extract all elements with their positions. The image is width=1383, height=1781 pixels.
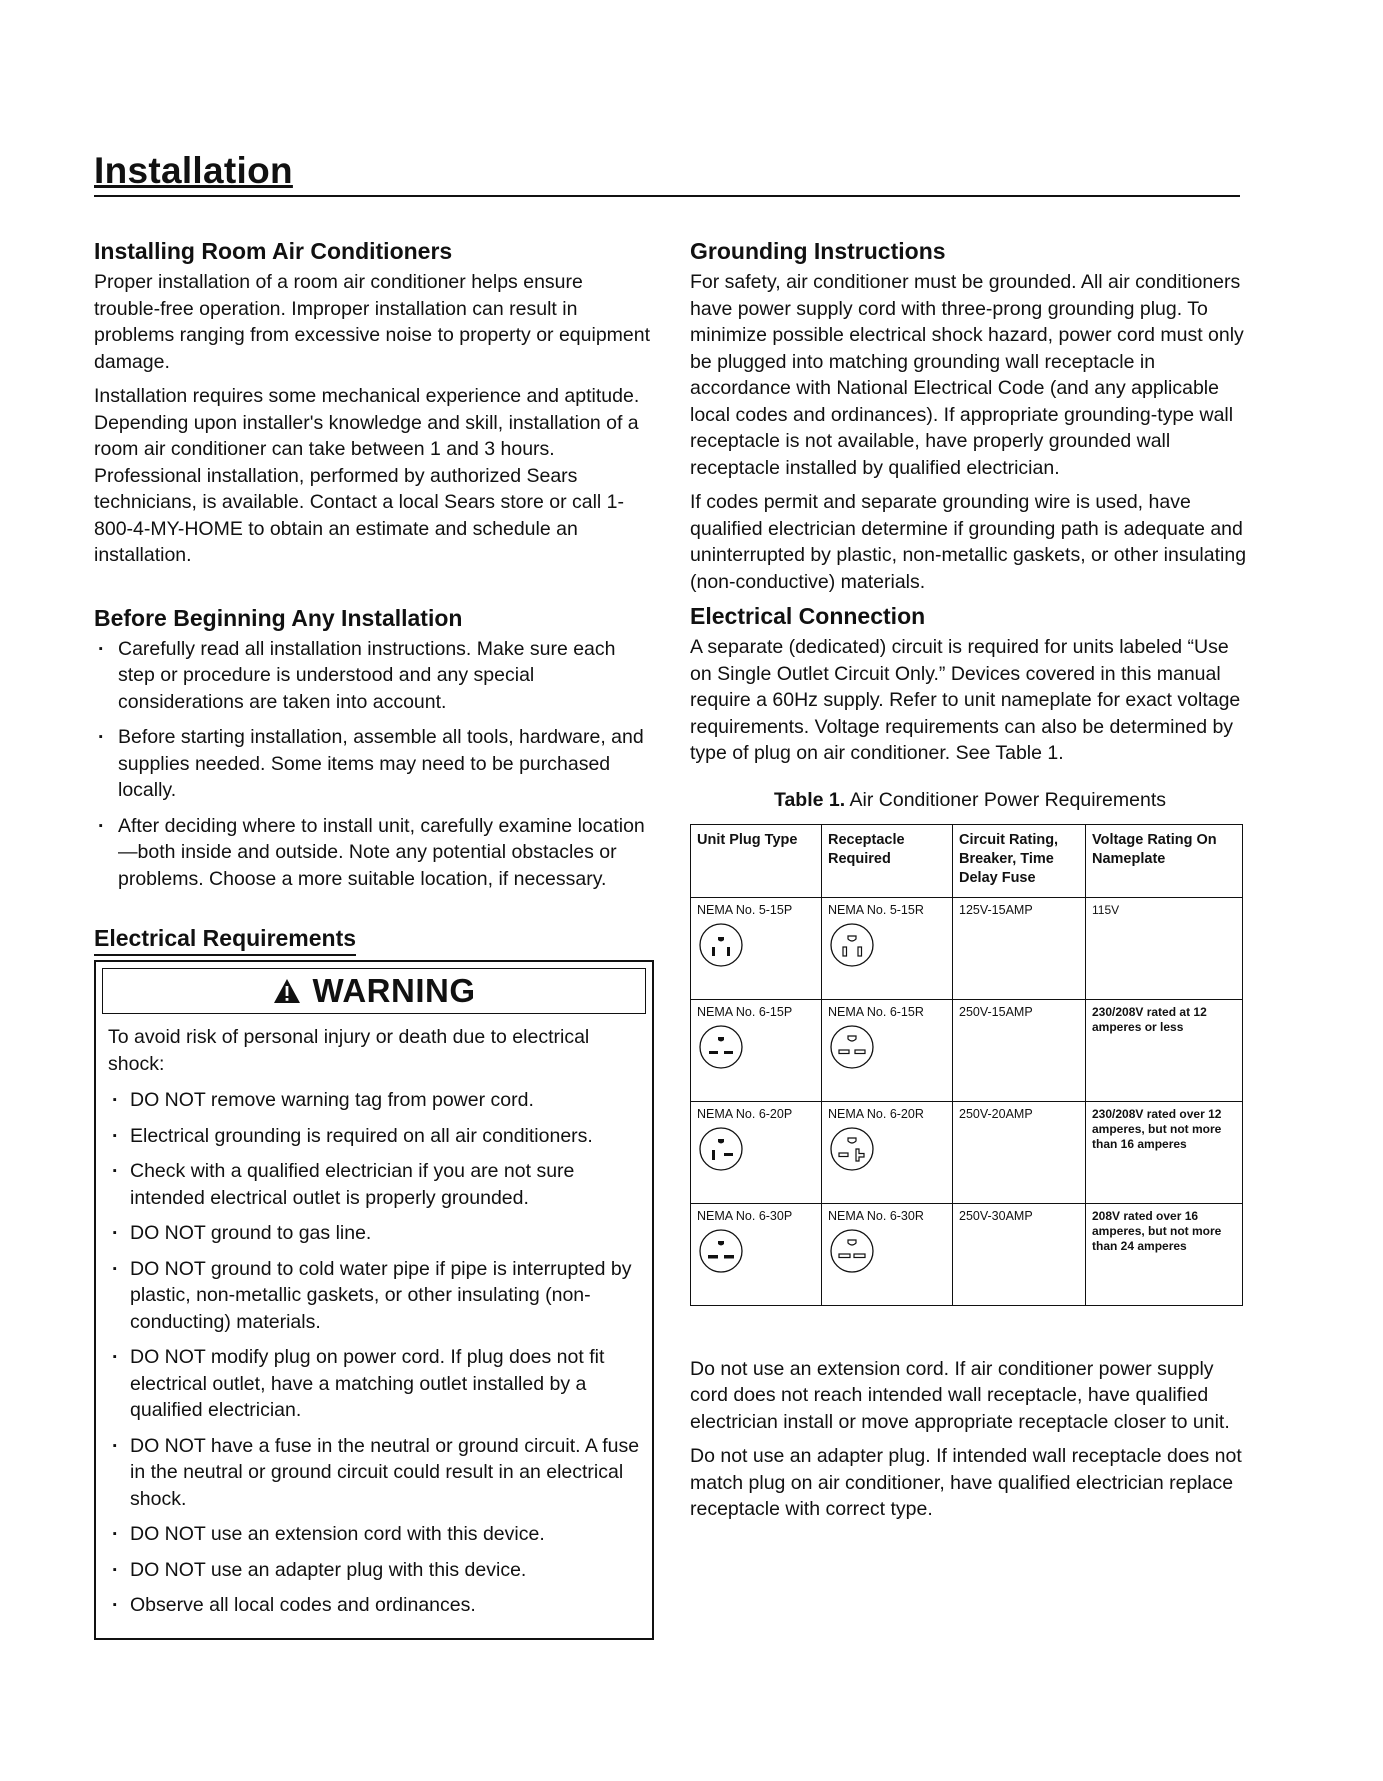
installing-heading: Installing Room Air Conditioners	[94, 238, 453, 264]
table-cell	[691, 1203, 822, 1305]
warning-triangle-icon	[273, 978, 301, 1004]
table-cell	[1086, 897, 1243, 999]
plug-type-label: NEMA No. 6-30P	[697, 1208, 793, 1223]
table-row	[691, 897, 1243, 999]
table-header-row	[691, 824, 1243, 897]
grounding-heading: Grounding Instructions	[690, 238, 946, 264]
table-cell	[822, 999, 953, 1101]
table-cell	[1086, 1203, 1243, 1305]
installing-paragraph-1: Proper installation of a room air conditioner helps ensure trouble-free operation. Improper installation can result in problems ranging from excessive noise to property or equipment damage.	[94, 271, 651, 373]
receptacle-5-15r-icon	[828, 921, 876, 969]
table-cell	[822, 897, 953, 999]
receptacle-6-20r-icon	[828, 1125, 876, 1173]
plug-6-20p-icon	[697, 1125, 745, 1173]
table-cell: 250V-20AMP	[953, 1101, 1086, 1203]
connection-paragraph: A separate (dedicated) circuit is required for units labeled “Use on Single Outlet Circuit Only.” Devices covered in this manual require a 60Hz supply. Refer to unit nameplate for exact voltage requirements. Voltage requirements can also be determined by type of plug on air conditioner. See Table 1.	[690, 636, 1241, 764]
plug-type-label: NEMA No. 6-20P	[697, 1106, 793, 1121]
list-item: · DO NOT remove warning tag from power cord.	[108, 1087, 640, 1114]
before-list	[94, 636, 654, 893]
table-header: Unit Plug Type	[691, 824, 822, 897]
warning-list	[108, 1087, 640, 1619]
voltage-rating: 230/208V rated at 12 amperes or less	[1092, 1004, 1207, 1034]
voltage-rating: 208V rated over 16 amperes, but not more than 24 amperes	[1092, 1208, 1222, 1253]
list-item: · After deciding where to install unit, carefully examine location—both inside and outside. Note any potential obstacles or problems. Choose a more suitable location, if necessary.	[94, 813, 654, 893]
grounding-paragraph-2: If codes permit and separate grounding wire is used, have qualified electrician determine if grounding path is adequate and uninterrupted by plastic, non-metallic gaskets, or other insulating (non-conductive) materials.	[690, 491, 1247, 593]
warning-title: WARNING	[312, 972, 476, 1009]
table-header: Voltage Rating On Nameplate	[1086, 824, 1243, 897]
table-cell	[691, 1101, 822, 1203]
title-rule	[94, 195, 1240, 197]
plug-type-label: NEMA No. 6-15P	[697, 1004, 793, 1019]
voltage-rating: 230/208V rated over 12 amperes, but not more than 16 amperes	[1092, 1106, 1222, 1151]
electrical-requirements-heading: Electrical Requirements	[94, 925, 356, 956]
table-cell: 125V-15AMP	[953, 897, 1086, 999]
list-item: · DO NOT ground to gas line.	[108, 1220, 640, 1247]
table-cell: 250V-30AMP	[953, 1203, 1086, 1305]
list-item: · Observe all local codes and ordinances.	[108, 1592, 640, 1619]
installing-paragraph-2: Installation requires some mechanical experience and aptitude. Depending upon installer's knowledge and skill, installation of a room air conditioner can take between 1 and 3 hours. Professional installation, performed by authorized Sears technicians, is available. Contact a local Sears store or call 1-800-4-MY-HOME to obtain an estimate and schedule an installation.	[94, 385, 640, 566]
adapter-plug-paragraph: Do not use an adapter plug. If intended wall receptacle does not match plug on air conditioner, have qualified electrician replace receptacle with correct type.	[690, 1445, 1242, 1520]
table-cell	[691, 999, 822, 1101]
connection-heading: Electrical Connection	[690, 603, 926, 629]
plug-5-15p-icon	[697, 921, 745, 969]
extension-cord-paragraph: Do not use an extension cord. If air conditioner power supply cord does not reach intended wall receptacle, have qualified electrician install or move appropriate receptacle closer to unit.	[690, 1357, 1230, 1433]
table-cell	[822, 1203, 953, 1305]
list-item: · DO NOT ground to cold water pipe if pipe is interrupted by plastic, non-metallic gaskets, or other insulating (non-conducting) materials.	[108, 1256, 640, 1336]
receptacle-type-label: NEMA No. 5-15R	[828, 902, 924, 917]
right-column	[690, 238, 1250, 1531]
list-item: · Carefully read all installation instructions. Make sure each step or procedure is understood and any special considerations are taken into account.	[94, 636, 654, 716]
table-caption-label: Table 1.	[774, 788, 846, 811]
table-cell	[691, 897, 822, 999]
list-item: · Electrical grounding is required on all air conditioners.	[108, 1123, 640, 1150]
table-row	[691, 999, 1243, 1101]
warning-intro: To avoid risk of personal injury or death due to electrical shock:	[108, 1026, 590, 1075]
plug-6-15p-icon	[697, 1023, 745, 1071]
plug-type-label: NEMA No. 5-15P	[697, 902, 793, 917]
list-item: · Check with a qualified electrician if you are not sure intended electrical outlet is properly grounded.	[108, 1158, 640, 1211]
table-caption	[690, 789, 1250, 812]
receptacle-type-label: NEMA No. 6-20R	[828, 1106, 924, 1121]
table-cell	[1086, 999, 1243, 1101]
warning-box	[94, 960, 654, 1640]
page-title: Installation	[94, 150, 293, 191]
table-cell	[822, 1101, 953, 1203]
table-cell	[1086, 1101, 1243, 1203]
list-item: · DO NOT modify plug on power cord. If plug does not fit electrical outlet, have a matching outlet installed by a qualified electrician.	[108, 1344, 640, 1424]
list-item: · DO NOT use an extension cord with this device.	[108, 1521, 640, 1548]
list-item: · DO NOT have a fuse in the neutral or ground circuit. A fuse in the neutral or ground circuit could result in an electrical shock.	[108, 1433, 640, 1513]
receptacle-type-label: NEMA No. 6-30R	[828, 1208, 924, 1223]
before-heading: Before Beginning Any Installation	[94, 604, 463, 631]
receptacle-6-15r-icon	[828, 1023, 876, 1071]
list-item: · Before starting installation, assemble all tools, hardware, and supplies needed. Some items may need to be purchased locally.	[94, 724, 654, 804]
table-cell: 250V-15AMP	[953, 999, 1086, 1101]
after-table-text	[690, 1356, 1250, 1523]
table-header: Circuit Rating, Breaker, Time Delay Fuse	[953, 824, 1086, 897]
table-caption-text: Air Conditioner Power Requirements	[849, 788, 1166, 811]
voltage-rating: 115V	[1092, 902, 1120, 917]
warning-header	[102, 968, 646, 1014]
receptacle-6-30r-icon	[828, 1227, 876, 1275]
table-row	[691, 1203, 1243, 1305]
grounding-paragraph-1: For safety, air conditioner must be grounded. All air conditioners have power supply cord with three-prong grounding plug. To minimize possible electrical shock hazard, power cord must only be plugged into matching grounding wall receptacle in accordance with National Electrical Code (and any applicable local codes and ordinances). If appropriate grounding-type wall receptacle is not available, have properly grounded wall receptacle installed by qualified electrician.	[690, 271, 1244, 479]
plug-6-30p-icon	[697, 1227, 745, 1275]
receptacle-type-label: NEMA No. 6-15R	[828, 1004, 924, 1019]
left-column	[94, 238, 654, 1640]
power-requirements-table	[690, 824, 1243, 1306]
table-row	[691, 1101, 1243, 1203]
table-header: Receptacle Required	[822, 824, 953, 897]
list-item: · DO NOT use an adapter plug with this device.	[108, 1557, 640, 1584]
